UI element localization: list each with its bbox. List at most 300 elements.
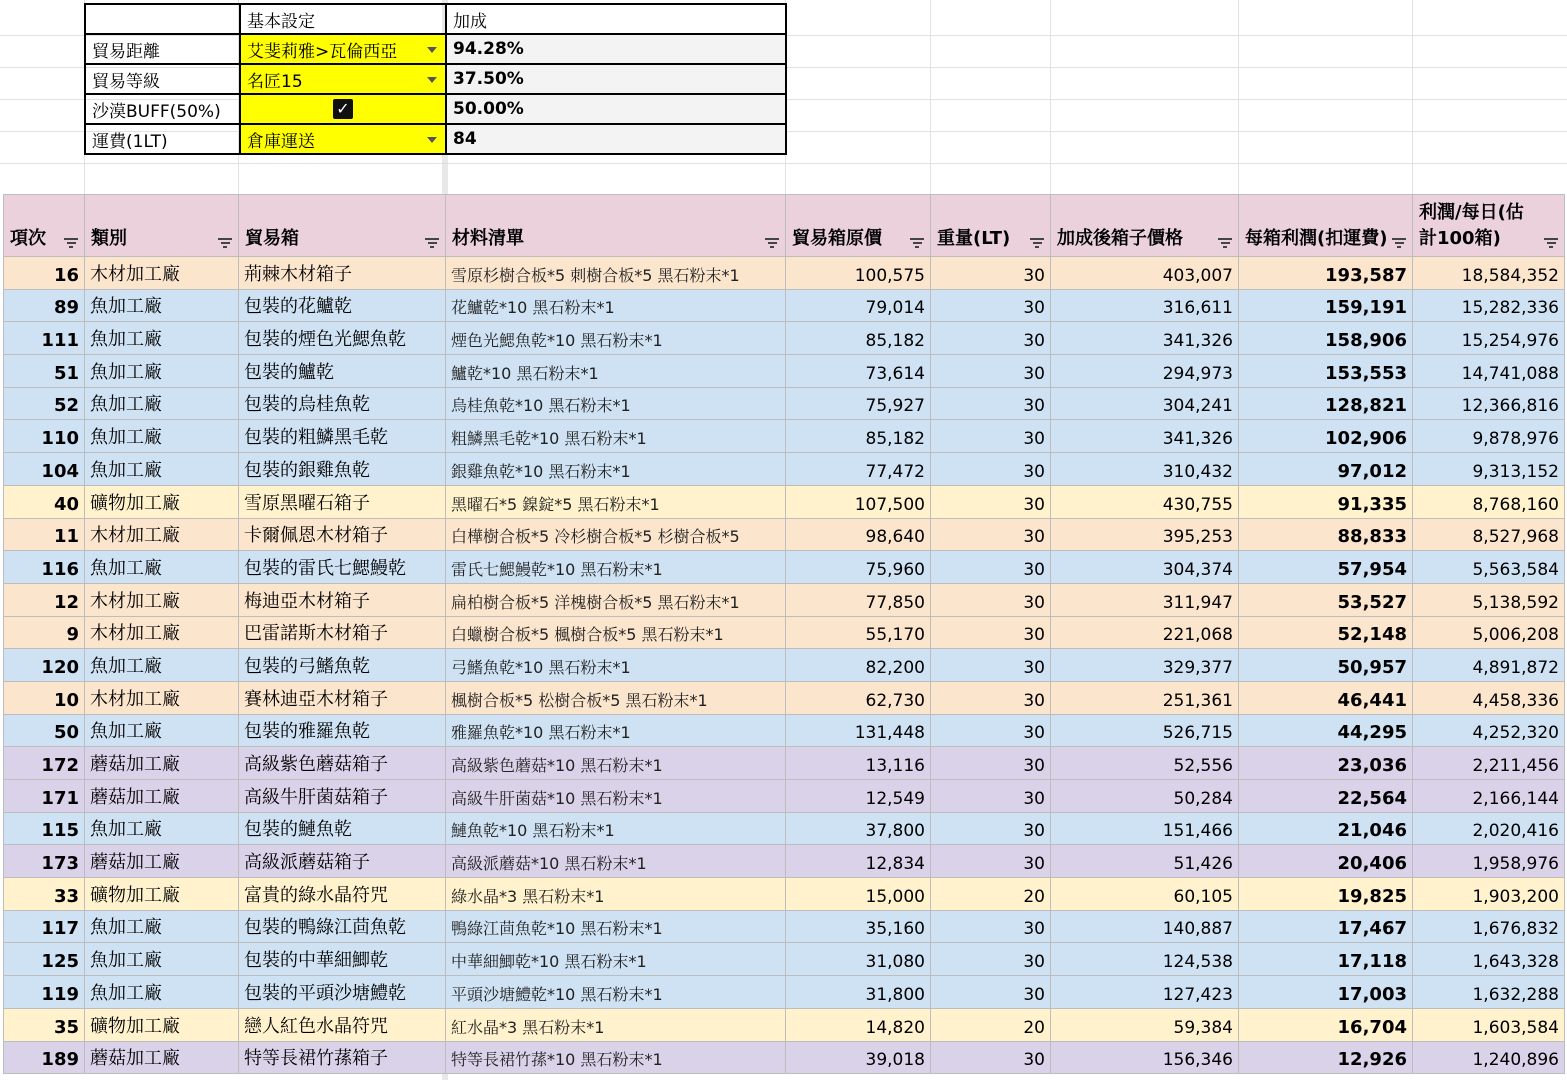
cell-index[interactable]: 12	[4, 583, 85, 616]
settings-label: 貿易距離	[85, 34, 240, 64]
cell-materials[interactable]: 鰱魚乾*10 黑石粉末*1	[446, 812, 786, 845]
cell-materials[interactable]: 銀雞魚乾*10 黑石粉末*1	[446, 453, 786, 486]
cell-bonus-price[interactable]: 124,538	[1051, 943, 1239, 976]
cell-base-price[interactable]: 82,200	[786, 649, 931, 682]
cell-trade-box[interactable]: 包裝的烏桂魚乾	[239, 387, 446, 420]
cell-index[interactable]: 89	[4, 289, 85, 322]
table-row	[4, 616, 1565, 649]
cell-profit-per-box[interactable]: 52,148	[1239, 616, 1413, 649]
cell-profit-per-box[interactable]: 102,906	[1239, 420, 1413, 453]
cell-index[interactable]: 104	[4, 453, 85, 486]
cell-profit-per-day[interactable]: 1,603,584	[1413, 1008, 1565, 1041]
cell-bonus-price[interactable]: 316,611	[1051, 289, 1239, 322]
cell-bonus-price[interactable]: 59,384	[1051, 1008, 1239, 1041]
table-row	[4, 681, 1565, 714]
cell-weight[interactable]: 30	[931, 714, 1051, 747]
cell-category[interactable]: 魚加工廠	[85, 453, 239, 486]
column-header-base-price[interactable]	[786, 195, 931, 257]
desert-buff-checkbox-cell[interactable]	[240, 94, 446, 124]
filter-icon[interactable]	[218, 238, 232, 248]
cell-index[interactable]: 52	[4, 387, 85, 420]
cell-materials[interactable]: 粗鱗黑毛乾*10 黑石粉末*1	[446, 420, 786, 453]
cell-base-price[interactable]: 85,182	[786, 322, 931, 355]
cell-index[interactable]: 40	[4, 485, 85, 518]
cell-base-price[interactable]: 55,170	[786, 616, 931, 649]
cell-category[interactable]: 魚加工廠	[85, 812, 239, 845]
cell-index[interactable]: 11	[4, 518, 85, 551]
cell-materials[interactable]: 雷氏七鰓鰻乾*10 黑石粉末*1	[446, 551, 786, 584]
cell-trade-box[interactable]: 巴雷諾斯木材箱子	[239, 616, 446, 649]
cell-base-price[interactable]: 15,000	[786, 878, 931, 911]
cell-profit-per-box[interactable]: 22,564	[1239, 780, 1413, 813]
cell-profit-per-box[interactable]: 128,821	[1239, 387, 1413, 420]
cell-index[interactable]: 33	[4, 878, 85, 911]
cell-category[interactable]: 木材加工廠	[85, 681, 239, 714]
cell-category[interactable]: 礦物加工廠	[85, 1008, 239, 1041]
cell-profit-per-day[interactable]: 8,768,160	[1413, 485, 1565, 518]
filter-icon[interactable]	[425, 238, 439, 248]
cell-materials[interactable]: 高級牛肝菌菇*10 黑石粉末*1	[446, 780, 786, 813]
cell-profit-per-box[interactable]: 88,833	[1239, 518, 1413, 551]
cell-base-price[interactable]: 77,850	[786, 583, 931, 616]
cell-category[interactable]: 蘑菇加工廠	[85, 747, 239, 780]
cell-bonus-price[interactable]: 50,284	[1051, 780, 1239, 813]
cell-base-price[interactable]: 75,960	[786, 551, 931, 584]
triangle-down-icon[interactable]	[427, 77, 437, 83]
cell-trade-box[interactable]: 荊棘木材箱子	[239, 257, 446, 290]
cell-index[interactable]: 116	[4, 551, 85, 584]
cell-trade-box[interactable]: 包裝的中華細鯽乾	[239, 943, 446, 976]
cell-trade-box[interactable]: 高級紫色蘑菇箱子	[239, 747, 446, 780]
cell-profit-per-day[interactable]: 1,903,200	[1413, 878, 1565, 911]
table-row	[4, 583, 1565, 616]
cell-category[interactable]: 木材加工廠	[85, 583, 239, 616]
settings-row-freight	[85, 124, 786, 154]
cell-trade-box[interactable]: 包裝的粗鱗黑毛乾	[239, 420, 446, 453]
cell-profit-per-box[interactable]: 158,906	[1239, 322, 1413, 355]
cell-weight[interactable]: 20	[931, 1008, 1051, 1041]
cell-profit-per-box[interactable]: 17,118	[1239, 943, 1413, 976]
cell-base-price[interactable]: 77,472	[786, 453, 931, 486]
cell-category[interactable]: 魚加工廠	[85, 649, 239, 682]
cell-base-price[interactable]: 31,080	[786, 943, 931, 976]
cell-profit-per-box[interactable]: 193,587	[1239, 257, 1413, 290]
cell-bonus-price[interactable]: 52,556	[1051, 747, 1239, 780]
cell-bonus-price[interactable]: 310,432	[1051, 453, 1239, 486]
cell-trade-box[interactable]: 賽林迪亞木材箱子	[239, 681, 446, 714]
column-header-category[interactable]	[85, 195, 239, 257]
cell-bonus-price[interactable]: 294,973	[1051, 355, 1239, 388]
cell-category[interactable]: 木材加工廠	[85, 257, 239, 290]
cell-bonus-price[interactable]: 526,715	[1051, 714, 1239, 747]
cell-category[interactable]: 魚加工廠	[85, 943, 239, 976]
table-row	[4, 878, 1565, 911]
cell-index[interactable]: 172	[4, 747, 85, 780]
cell-profit-per-box[interactable]: 20,406	[1239, 845, 1413, 878]
cell-materials[interactable]: 鱸乾*10 黑石粉末*1	[446, 355, 786, 388]
cell-trade-box[interactable]: 包裝的弓鰭魚乾	[239, 649, 446, 682]
settings-row-distance	[85, 34, 786, 64]
cell-materials[interactable]: 綠水晶*3 黑石粉末*1	[446, 878, 786, 911]
cell-trade-box[interactable]: 包裝的鰱魚乾	[239, 812, 446, 845]
cell-trade-box[interactable]: 雪原黑曜石箱子	[239, 485, 446, 518]
cell-category[interactable]: 魚加工廠	[85, 420, 239, 453]
cell-index[interactable]: 189	[4, 1041, 85, 1074]
cell-profit-per-day[interactable]: 18,584,352	[1413, 257, 1565, 290]
filter-icon[interactable]	[765, 238, 779, 248]
cell-trade-box[interactable]: 包裝的鱸乾	[239, 355, 446, 388]
cell-category[interactable]: 礦物加工廠	[85, 485, 239, 518]
cell-materials[interactable]: 高級派蘑菇*10 黑石粉末*1	[446, 845, 786, 878]
cell-category[interactable]: 魚加工廠	[85, 355, 239, 388]
cell-bonus-price[interactable]: 304,241	[1051, 387, 1239, 420]
cell-category[interactable]: 魚加工廠	[85, 289, 239, 322]
cell-bonus-price[interactable]: 251,361	[1051, 681, 1239, 714]
cell-weight[interactable]: 30	[931, 910, 1051, 943]
filter-icon[interactable]	[1030, 238, 1044, 248]
cell-trade-box[interactable]: 高級派蘑菇箱子	[239, 845, 446, 878]
cell-weight[interactable]: 30	[931, 485, 1051, 518]
cell-materials[interactable]: 黑曜石*5 鎳錠*5 黑石粉末*1	[446, 485, 786, 518]
column-header-index[interactable]	[4, 195, 85, 257]
table-row	[4, 649, 1565, 682]
cell-weight[interactable]: 30	[931, 681, 1051, 714]
cell-materials[interactable]: 紅水晶*3 黑石粉末*1	[446, 1008, 786, 1041]
header-label: 每箱利潤(扣運費)	[1245, 228, 1388, 249]
cell-base-price[interactable]: 62,730	[786, 681, 931, 714]
cell-trade-box[interactable]: 包裝的煙色光鰓魚乾	[239, 322, 446, 355]
column-header-materials[interactable]	[446, 195, 786, 257]
cell-base-price[interactable]: 35,160	[786, 910, 931, 943]
cell-category[interactable]: 蘑菇加工廠	[85, 780, 239, 813]
header-label: 類別	[91, 228, 127, 249]
cell-index[interactable]: 125	[4, 943, 85, 976]
settings-block	[84, 3, 787, 155]
table-body	[4, 257, 1565, 1074]
cell-materials[interactable]: 花鱸乾*10 黑石粉末*1	[446, 289, 786, 322]
cell-weight[interactable]: 30	[931, 518, 1051, 551]
cell-weight[interactable]: 30	[931, 387, 1051, 420]
cell-profit-per-box[interactable]: 19,825	[1239, 878, 1413, 911]
cell-profit-per-day[interactable]: 12,366,816	[1413, 387, 1565, 420]
cell-profit-per-day[interactable]: 1,643,328	[1413, 943, 1565, 976]
table-row	[4, 289, 1565, 322]
cell-bonus-price[interactable]: 51,426	[1051, 845, 1239, 878]
cell-weight[interactable]: 30	[931, 453, 1051, 486]
cell-profit-per-box[interactable]: 12,926	[1239, 1041, 1413, 1074]
cell-trade-box[interactable]: 包裝的鴨綠江茴魚乾	[239, 910, 446, 943]
cell-profit-per-box[interactable]: 21,046	[1239, 812, 1413, 845]
cell-index[interactable]: 117	[4, 910, 85, 943]
table-row	[4, 976, 1565, 1009]
cell-materials[interactable]: 楓樹合板*5 松樹合板*5 黑石粉末*1	[446, 681, 786, 714]
column-header-bonus-price[interactable]	[1051, 195, 1239, 257]
cell-profit-per-day[interactable]: 1,958,976	[1413, 845, 1565, 878]
cell-materials[interactable]: 白蠟樹合板*5 楓樹合板*5 黑石粉末*1	[446, 616, 786, 649]
cell-weight[interactable]: 30	[931, 583, 1051, 616]
cell-profit-per-day[interactable]: 2,020,416	[1413, 812, 1565, 845]
cell-bonus-price[interactable]: 311,947	[1051, 583, 1239, 616]
cell-trade-box[interactable]: 包裝的雷氏七鰓鰻乾	[239, 551, 446, 584]
cell-profit-per-box[interactable]: 46,441	[1239, 681, 1413, 714]
checkbox-checked-icon[interactable]: ✓	[333, 99, 353, 119]
settings-bonus-value: 84	[446, 124, 786, 154]
cell-profit-per-box[interactable]: 50,957	[1239, 649, 1413, 682]
cell-profit-per-day[interactable]: 2,166,144	[1413, 780, 1565, 813]
cell-category[interactable]: 魚加工廠	[85, 714, 239, 747]
settings-bonus-value: 50.00%	[446, 94, 786, 124]
filter-icon[interactable]	[64, 238, 78, 248]
cell-profit-per-box[interactable]: 44,295	[1239, 714, 1413, 747]
cell-profit-per-box[interactable]: 57,954	[1239, 551, 1413, 584]
table-row	[4, 387, 1565, 420]
table-row	[4, 355, 1565, 388]
cell-weight[interactable]: 20	[931, 878, 1051, 911]
header-label: 加成後箱子價格	[1057, 228, 1183, 249]
cell-base-price[interactable]: 100,575	[786, 257, 931, 290]
cell-category[interactable]: 魚加工廠	[85, 387, 239, 420]
cell-bonus-price[interactable]: 341,326	[1051, 322, 1239, 355]
trade-distance-dropdown[interactable]	[240, 34, 446, 64]
table-row	[4, 1041, 1565, 1074]
settings-row-desert-buff	[85, 94, 786, 124]
filter-icon[interactable]	[1544, 238, 1558, 248]
cell-index[interactable]: 9	[4, 616, 85, 649]
cell-materials[interactable]: 中華細鯽乾*10 黑石粉末*1	[446, 943, 786, 976]
cell-weight[interactable]: 30	[931, 943, 1051, 976]
cell-bonus-price[interactable]: 341,326	[1051, 420, 1239, 453]
settings-header-label: 基本設定	[240, 4, 446, 34]
cell-weight[interactable]: 30	[931, 747, 1051, 780]
cell-trade-box[interactable]: 梅迪亞木材箱子	[239, 583, 446, 616]
cell-category[interactable]: 蘑菇加工廠	[85, 845, 239, 878]
cell-profit-per-box[interactable]: 23,036	[1239, 747, 1413, 780]
cell-index[interactable]: 51	[4, 355, 85, 388]
settings-header-row	[85, 4, 786, 34]
cell-profit-per-day[interactable]: 1,240,896	[1413, 1041, 1565, 1074]
cell-bonus-price[interactable]: 430,755	[1051, 485, 1239, 518]
cell-base-price[interactable]: 14,820	[786, 1008, 931, 1041]
cell-materials[interactable]: 平頭沙塘鱧乾*10 黑石粉末*1	[446, 976, 786, 1009]
cell-profit-per-box[interactable]: 97,012	[1239, 453, 1413, 486]
cell-index[interactable]: 173	[4, 845, 85, 878]
cell-bonus-price[interactable]: 304,374	[1051, 551, 1239, 584]
cell-weight[interactable]: 30	[931, 616, 1051, 649]
cell-trade-box[interactable]: 戀人紅色水晶符咒	[239, 1008, 446, 1041]
freight-dropdown[interactable]	[240, 124, 446, 154]
filter-icon[interactable]	[1218, 238, 1232, 248]
header-label: 利潤/每日(估計100箱)	[1419, 202, 1524, 249]
cell-bonus-price[interactable]: 156,346	[1051, 1041, 1239, 1074]
cell-trade-box[interactable]: 包裝的平頭沙塘鱧乾	[239, 976, 446, 1009]
settings-label: 運費(1LT)	[85, 124, 240, 154]
cell-trade-box[interactable]: 包裝的銀雞魚乾	[239, 453, 446, 486]
cell-base-price[interactable]: 131,448	[786, 714, 931, 747]
cell-profit-per-day[interactable]: 9,313,152	[1413, 453, 1565, 486]
cell-profit-per-day[interactable]: 15,282,336	[1413, 289, 1565, 322]
cell-weight[interactable]: 30	[931, 420, 1051, 453]
cell-bonus-price[interactable]: 395,253	[1051, 518, 1239, 551]
cell-profit-per-day[interactable]: 4,458,336	[1413, 681, 1565, 714]
cell-materials[interactable]: 煙色光鰓魚乾*10 黑石粉末*1	[446, 322, 786, 355]
cell-bonus-price[interactable]: 403,007	[1051, 257, 1239, 290]
cell-base-price[interactable]: 107,500	[786, 485, 931, 518]
column-header-profit-per-day[interactable]	[1413, 195, 1565, 257]
cell-materials[interactable]: 高級紫色蘑菇*10 黑石粉末*1	[446, 747, 786, 780]
table-row	[4, 845, 1565, 878]
cell-weight[interactable]: 30	[931, 780, 1051, 813]
cell-profit-per-day[interactable]: 1,632,288	[1413, 976, 1565, 1009]
table-row	[4, 1008, 1565, 1041]
table-row	[4, 747, 1565, 780]
cell-base-price[interactable]: 39,018	[786, 1041, 931, 1074]
cell-profit-per-day[interactable]: 5,563,584	[1413, 551, 1565, 584]
cell-category[interactable]: 魚加工廠	[85, 976, 239, 1009]
cell-profit-per-box[interactable]: 16,704	[1239, 1008, 1413, 1041]
cell-profit-per-day[interactable]: 4,252,320	[1413, 714, 1565, 747]
cell-index[interactable]: 50	[4, 714, 85, 747]
cell-index[interactable]: 115	[4, 812, 85, 845]
column-header-weight[interactable]	[931, 195, 1051, 257]
cell-trade-box[interactable]: 富貴的綠水晶符咒	[239, 878, 446, 911]
cell-profit-per-day[interactable]: 5,006,208	[1413, 616, 1565, 649]
cell-bonus-price[interactable]: 127,423	[1051, 976, 1239, 1009]
table-row	[4, 518, 1565, 551]
trade-box-table	[3, 194, 1565, 1074]
cell-weight[interactable]: 30	[931, 289, 1051, 322]
dropdown-value: 艾斐莉雅>瓦倫西亞	[247, 41, 398, 62]
cell-weight[interactable]: 30	[931, 322, 1051, 355]
cell-weight[interactable]: 30	[931, 976, 1051, 1009]
cell-materials[interactable]: 白樺樹合板*5 冷杉樹合板*5 杉樹合板*5	[446, 518, 786, 551]
table-row	[4, 910, 1565, 943]
cell-profit-per-day[interactable]: 2,211,456	[1413, 747, 1565, 780]
cell-profit-per-day[interactable]: 1,676,832	[1413, 910, 1565, 943]
triangle-down-icon[interactable]	[427, 47, 437, 53]
settings-header-bonus: 加成	[446, 4, 786, 34]
cell-index[interactable]: 16	[4, 257, 85, 290]
cell-index[interactable]: 111	[4, 322, 85, 355]
header-label: 項次	[10, 228, 46, 249]
cell-category[interactable]: 礦物加工廠	[85, 878, 239, 911]
settings-label: 沙漠BUFF(50%)	[85, 94, 240, 124]
cell-weight[interactable]: 30	[931, 257, 1051, 290]
header-label: 重量(LT)	[937, 228, 1011, 249]
cell-bonus-price[interactable]: 329,377	[1051, 649, 1239, 682]
settings-corner-cell[interactable]	[85, 4, 240, 34]
table-row	[4, 943, 1565, 976]
cell-trade-box[interactable]: 高級牛肝菌菇箱子	[239, 780, 446, 813]
cell-profit-per-box[interactable]: 17,467	[1239, 910, 1413, 943]
cell-index[interactable]: 110	[4, 420, 85, 453]
cell-materials[interactable]: 鴨綠江茴魚乾*10 黑石粉末*1	[446, 910, 786, 943]
cell-base-price[interactable]: 37,800	[786, 812, 931, 845]
table-row	[4, 551, 1565, 584]
cell-index[interactable]: 10	[4, 681, 85, 714]
cell-weight[interactable]: 30	[931, 551, 1051, 584]
cell-weight[interactable]: 30	[931, 812, 1051, 845]
cell-category[interactable]: 木材加工廠	[85, 616, 239, 649]
triangle-down-icon[interactable]	[427, 137, 437, 143]
cell-bonus-price[interactable]: 221,068	[1051, 616, 1239, 649]
cell-base-price[interactable]: 13,116	[786, 747, 931, 780]
cell-weight[interactable]: 30	[931, 1041, 1051, 1074]
cell-category[interactable]: 魚加工廠	[85, 910, 239, 943]
filter-icon[interactable]	[1392, 238, 1406, 248]
cell-profit-per-day[interactable]: 5,138,592	[1413, 583, 1565, 616]
cell-profit-per-day[interactable]: 14,741,088	[1413, 355, 1565, 388]
cell-category[interactable]: 魚加工廠	[85, 551, 239, 584]
cell-profit-per-day[interactable]: 4,891,872	[1413, 649, 1565, 682]
cell-bonus-price[interactable]: 151,466	[1051, 812, 1239, 845]
cell-base-price[interactable]: 31,800	[786, 976, 931, 1009]
cell-materials[interactable]: 特等長裙竹蓀*10 黑石粉末*1	[446, 1041, 786, 1074]
cell-category[interactable]: 蘑菇加工廠	[85, 1041, 239, 1074]
cell-profit-per-box[interactable]: 91,335	[1239, 485, 1413, 518]
cell-materials[interactable]: 扁柏樹合板*5 洋槐樹合板*5 黑石粉末*1	[446, 583, 786, 616]
cell-bonus-price[interactable]: 140,887	[1051, 910, 1239, 943]
cell-category[interactable]: 魚加工廠	[85, 322, 239, 355]
settings-bonus-value: 37.50%	[446, 64, 786, 94]
cell-weight[interactable]: 30	[931, 845, 1051, 878]
cell-trade-box[interactable]: 包裝的雅羅魚乾	[239, 714, 446, 747]
cell-trade-box[interactable]: 卡爾佩恩木材箱子	[239, 518, 446, 551]
cell-profit-per-box[interactable]: 159,191	[1239, 289, 1413, 322]
column-header-profit-per-box[interactable]	[1239, 195, 1413, 257]
table-row	[4, 322, 1565, 355]
cell-base-price[interactable]: 79,014	[786, 289, 931, 322]
table-header-row	[4, 195, 1565, 257]
cell-base-price[interactable]: 12,549	[786, 780, 931, 813]
cell-materials[interactable]: 弓鰭魚乾*10 黑石粉末*1	[446, 649, 786, 682]
cell-weight[interactable]: 30	[931, 355, 1051, 388]
trade-level-dropdown[interactable]	[240, 64, 446, 94]
table-row	[4, 420, 1565, 453]
filter-icon[interactable]	[910, 238, 924, 248]
cell-profit-per-box[interactable]: 17,003	[1239, 976, 1413, 1009]
cell-trade-box[interactable]: 包裝的花鱸乾	[239, 289, 446, 322]
cell-profit-per-day[interactable]: 8,527,968	[1413, 518, 1565, 551]
table-row	[4, 812, 1565, 845]
cell-base-price[interactable]: 85,182	[786, 420, 931, 453]
cell-bonus-price[interactable]: 60,105	[1051, 878, 1239, 911]
header-label: 材料清單	[452, 228, 524, 249]
cell-materials[interactable]: 雪原杉樹合板*5 刺樹合板*5 黑石粉末*1	[446, 257, 786, 290]
header-label: 貿易箱原價	[792, 228, 882, 249]
cell-base-price[interactable]: 98,640	[786, 518, 931, 551]
cell-trade-box[interactable]: 特等長裙竹蓀箱子	[239, 1041, 446, 1074]
cell-base-price[interactable]: 12,834	[786, 845, 931, 878]
cell-base-price[interactable]: 75,927	[786, 387, 931, 420]
cell-materials[interactable]: 烏桂魚乾*10 黑石粉末*1	[446, 387, 786, 420]
cell-materials[interactable]: 雅羅魚乾*10 黑石粉末*1	[446, 714, 786, 747]
cell-profit-per-box[interactable]: 53,527	[1239, 583, 1413, 616]
table-row	[4, 453, 1565, 486]
cell-category[interactable]: 木材加工廠	[85, 518, 239, 551]
cell-weight[interactable]: 30	[931, 649, 1051, 682]
cell-index[interactable]: 171	[4, 780, 85, 813]
cell-profit-per-day[interactable]: 15,254,976	[1413, 322, 1565, 355]
header-label: 貿易箱	[245, 228, 299, 249]
dropdown-value: 倉庫運送	[247, 131, 315, 152]
column-header-trade-box[interactable]	[239, 195, 446, 257]
cell-profit-per-box[interactable]: 153,553	[1239, 355, 1413, 388]
cell-index[interactable]: 119	[4, 976, 85, 1009]
cell-index[interactable]: 120	[4, 649, 85, 682]
cell-base-price[interactable]: 73,614	[786, 355, 931, 388]
cell-index[interactable]: 35	[4, 1008, 85, 1041]
cell-profit-per-day[interactable]: 9,878,976	[1413, 420, 1565, 453]
